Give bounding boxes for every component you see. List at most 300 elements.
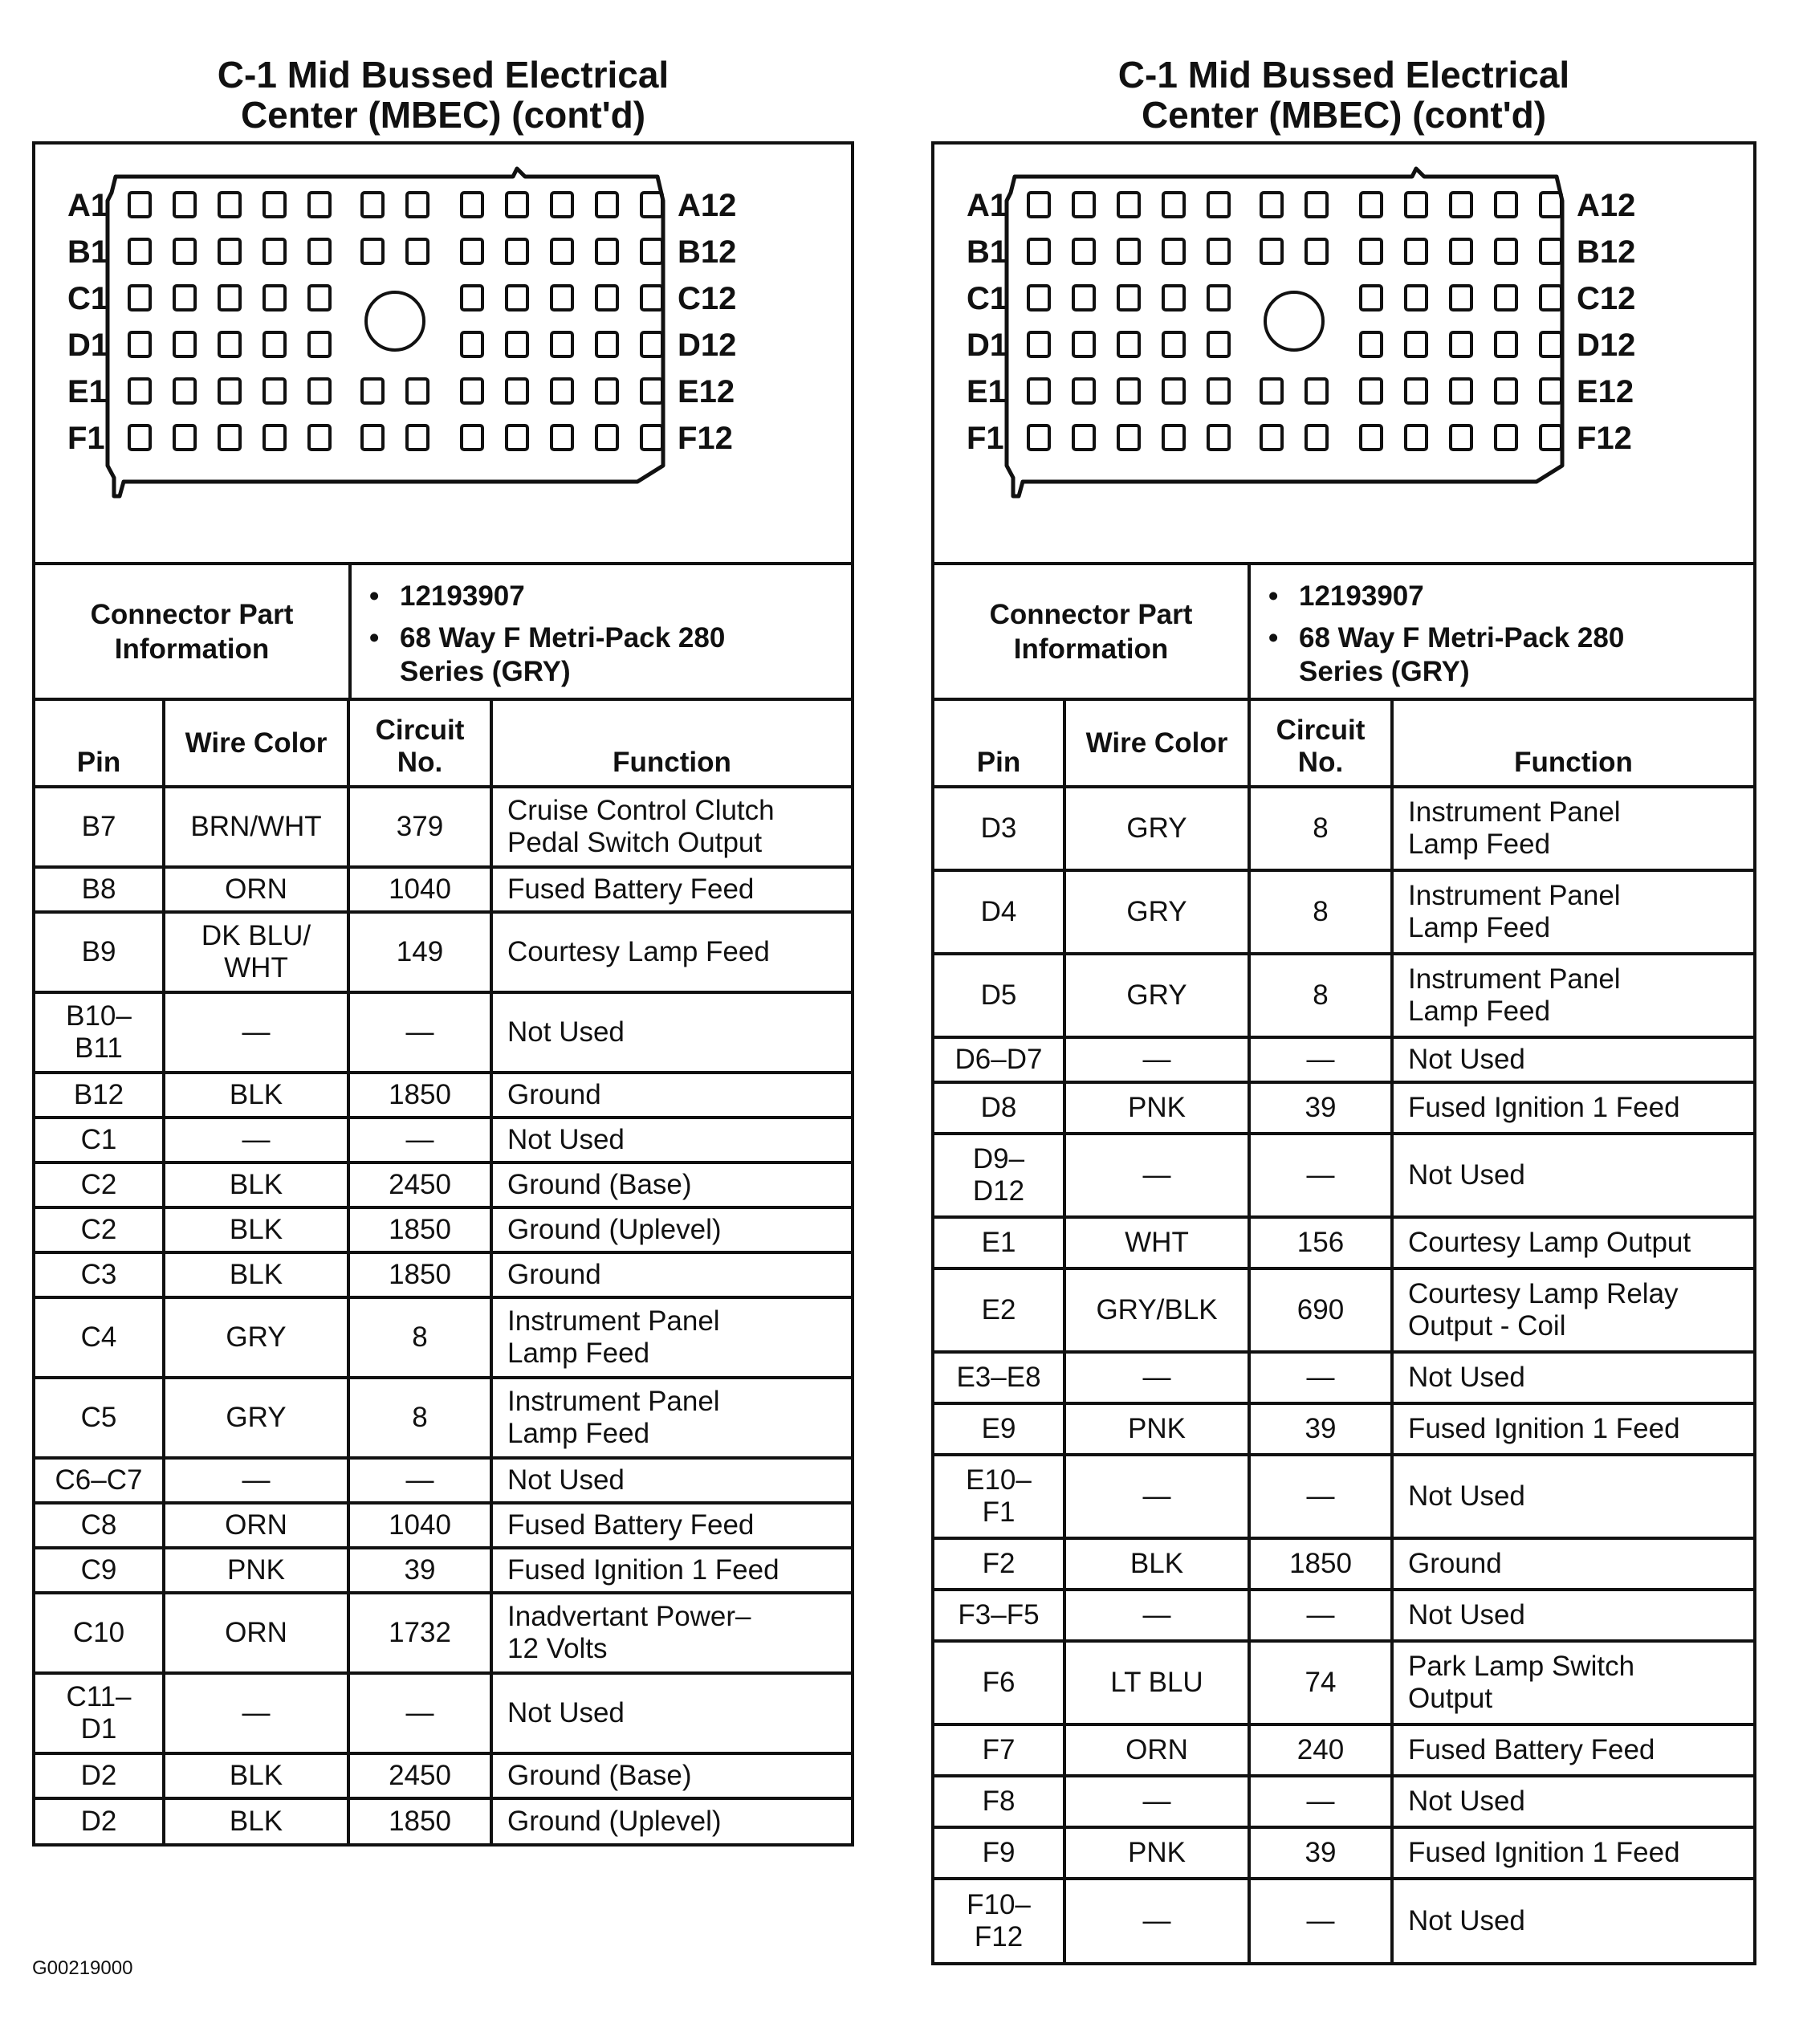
pin-cell: C3 (35, 1252, 164, 1297)
connector-part-values (1251, 565, 1753, 698)
pin-cavity (1028, 379, 1049, 403)
table-row (934, 1724, 1753, 1776)
row-label-right: C12 (1577, 281, 1636, 316)
circuit-cell: 2450 (348, 1753, 491, 1798)
pin-cavity (264, 379, 285, 403)
pin-cavity (1208, 193, 1229, 217)
connector-part-info (35, 565, 851, 701)
function-cell: Not Used (1392, 1037, 1753, 1082)
pin-cavity (462, 379, 482, 403)
row-label-right: F12 (678, 421, 733, 456)
pin-cavity (596, 379, 617, 403)
pin-cavity (1451, 332, 1471, 356)
wire-color-cell: — (1064, 1590, 1249, 1641)
pin-cavity (507, 425, 527, 450)
circuit-cell: — (1249, 1455, 1392, 1538)
wire-color-cell: ORN (164, 1593, 348, 1673)
function-cell: Fused Ignition 1 Feed (491, 1548, 851, 1593)
pin-cavity (596, 193, 617, 217)
pin-cavity (641, 193, 662, 217)
pin-cavity (462, 239, 482, 263)
circuit-cell: 156 (1249, 1217, 1392, 1268)
wire-color-cell: — (1064, 1776, 1249, 1827)
pin-cavity (462, 332, 482, 356)
pin-cavity (362, 379, 383, 403)
circuit-cell: 1850 (348, 1252, 491, 1297)
row-label-left: B1 (967, 234, 1008, 270)
pin-cavity (462, 425, 482, 450)
pin-cavity (1496, 193, 1516, 217)
pin-cavity (174, 239, 195, 263)
table-row (35, 1297, 851, 1378)
pin-cavity (174, 379, 195, 403)
pin-cavity (1361, 239, 1382, 263)
circuit-cell: 690 (1249, 1268, 1392, 1352)
connector-diagram (934, 145, 1753, 565)
pin-cavity (641, 286, 662, 310)
pin-cavity (174, 286, 195, 310)
pin-cell: C8 (35, 1503, 164, 1548)
wire-color-cell: LT BLU (1064, 1641, 1249, 1724)
circuit-cell: 1850 (348, 1073, 491, 1118)
pin-cell: F10– F12 (934, 1879, 1064, 1962)
pin-cavity (462, 193, 482, 217)
pin-cavity (1451, 239, 1471, 263)
circuit-cell: — (348, 1673, 491, 1753)
row-label-left: A1 (67, 188, 109, 223)
pin-cell: F6 (934, 1641, 1064, 1724)
pin-cavity (1496, 332, 1516, 356)
pin-cell: E1 (934, 1217, 1064, 1268)
header-wire-color: Wire Color (164, 701, 348, 787)
pin-cell: C6–C7 (35, 1458, 164, 1503)
circuit-cell: 39 (1249, 1403, 1392, 1455)
wire-color-cell: ORN (1064, 1724, 1249, 1776)
pin-cavity (552, 286, 572, 310)
circuit-cell: 1040 (348, 867, 491, 912)
circuit-cell: 1850 (1249, 1538, 1392, 1590)
pin-cavity (1451, 379, 1471, 403)
pin-cell: D2 (35, 1798, 164, 1843)
table-header-row (35, 701, 851, 787)
pin-cavity (552, 332, 572, 356)
function-cell: Ground (491, 1073, 851, 1118)
row-label-right: D12 (678, 328, 737, 363)
pin-cavity (1073, 332, 1094, 356)
pin-cavity (596, 332, 617, 356)
header-wire-color: Wire Color (1064, 701, 1249, 787)
circuit-cell: 8 (1249, 787, 1392, 870)
wire-color-cell: GRY (164, 1378, 348, 1458)
pin-cavity (1163, 332, 1184, 356)
circuit-cell: 8 (1249, 954, 1392, 1037)
pin-cavity (1451, 193, 1471, 217)
pin-cavity (1361, 332, 1382, 356)
function-cell: Fused Battery Feed (491, 867, 851, 912)
pinout-table (934, 701, 1753, 1962)
row-label-right: E12 (678, 374, 735, 409)
table-row (35, 1073, 851, 1118)
table-row (35, 1503, 851, 1548)
circuit-cell: 39 (1249, 1827, 1392, 1879)
function-cell: Instrument Panel Lamp Feed (1392, 954, 1753, 1037)
wire-color-cell: — (164, 1673, 348, 1753)
pin-cavity (1406, 425, 1427, 450)
function-cell: Not Used (1392, 1455, 1753, 1538)
wire-color-cell: BLK (164, 1798, 348, 1843)
table-row (934, 1641, 1753, 1724)
row-label-left: E1 (67, 374, 107, 409)
pin-cavity (219, 193, 240, 217)
pin-cell: D3 (934, 787, 1064, 870)
pin-cell: C2 (35, 1207, 164, 1252)
table-body (934, 787, 1753, 1962)
pin-cavity (362, 193, 383, 217)
circuit-cell: 39 (1249, 1082, 1392, 1134)
circuit-cell: — (348, 1118, 491, 1162)
circuit-cell: — (1249, 1590, 1392, 1641)
pin-cavity (1118, 239, 1139, 263)
pin-cavity (174, 332, 195, 356)
function-cell: Ground (Base) (491, 1753, 851, 1798)
wire-color-cell: DK BLU/ WHT (164, 912, 348, 992)
pin-cavity (1451, 286, 1471, 310)
row-label-right: E12 (1577, 374, 1634, 409)
table-row (934, 1879, 1753, 1962)
pin-cavity (1208, 239, 1229, 263)
pin-cavity (174, 193, 195, 217)
row-label-right: C12 (678, 281, 737, 316)
row-label-right: B12 (678, 234, 737, 270)
connector-box (32, 141, 854, 1847)
table-row (35, 1593, 851, 1673)
function-cell: Fused Ignition 1 Feed (1392, 1827, 1753, 1879)
keying-hole (1265, 292, 1323, 350)
pin-cavity (1163, 239, 1184, 263)
pin-cavity (641, 379, 662, 403)
pin-cavity (1406, 286, 1427, 310)
pin-cell: C9 (35, 1548, 164, 1593)
row-label-right: A12 (1577, 188, 1636, 223)
pin-cavity (507, 239, 527, 263)
table-row (934, 1776, 1753, 1827)
pin-cavity (1118, 425, 1139, 450)
row-label-left: C1 (67, 281, 109, 316)
pin-cavity (407, 193, 428, 217)
function-cell: Not Used (1392, 1879, 1753, 1962)
pin-cavity (129, 286, 150, 310)
table-row (934, 1403, 1753, 1455)
circuit-cell: 8 (348, 1297, 491, 1378)
table-row (35, 1378, 851, 1458)
function-cell: Not Used (491, 992, 851, 1073)
pin-cavity (641, 239, 662, 263)
pin-cavity (1406, 239, 1427, 263)
table-row (35, 992, 851, 1073)
table-row (934, 954, 1753, 1037)
pin-cavity (1163, 379, 1184, 403)
pin-cavity (264, 425, 285, 450)
wire-color-cell: — (164, 992, 348, 1073)
pin-cavity (129, 425, 150, 450)
pin-cavity (1208, 379, 1229, 403)
wire-color-cell: BLK (164, 1073, 348, 1118)
wire-color-cell: — (1064, 1134, 1249, 1217)
pin-cavity (462, 286, 482, 310)
function-cell: Fused Ignition 1 Feed (1392, 1403, 1753, 1455)
pin-cell: B9 (35, 912, 164, 992)
pin-cell: B8 (35, 867, 164, 912)
connector-part-label: Connector Part Information (35, 565, 352, 698)
table-row (35, 867, 851, 912)
pin-cavity (1028, 332, 1049, 356)
circuit-cell: — (1249, 1776, 1392, 1827)
row-label-left: A1 (967, 188, 1008, 223)
pin-cavity (309, 379, 330, 403)
pin-cell: D5 (934, 954, 1064, 1037)
table-row (35, 1753, 851, 1798)
pin-cell: D6–D7 (934, 1037, 1064, 1082)
function-cell: Ground (Uplevel) (491, 1207, 851, 1252)
pin-cell: F8 (934, 1776, 1064, 1827)
table-body (35, 787, 851, 1843)
circuit-cell: 1040 (348, 1503, 491, 1548)
part-description: • 68 Way F Metri-Pack 280 Series (GRY) (400, 621, 851, 689)
row-label-right: F12 (1577, 421, 1632, 456)
pin-cavity (1261, 193, 1282, 217)
function-cell: Not Used (491, 1118, 851, 1162)
pin-cavity (1496, 379, 1516, 403)
pinout-table (35, 701, 851, 1843)
pin-cavity (1208, 286, 1229, 310)
pin-cavity (1118, 379, 1139, 403)
pin-cavity (264, 286, 285, 310)
connector-part-values (352, 565, 851, 698)
connector-box (931, 141, 1756, 1965)
table-row (934, 787, 1753, 870)
part-number: • 12193907 (1299, 580, 1753, 613)
pin-cavity (1361, 193, 1382, 217)
pin-cavity (1306, 425, 1327, 450)
pin-cavity (407, 425, 428, 450)
pin-cavity (1073, 193, 1094, 217)
panel-title: C-1 Mid Bussed Electrical Center (MBEC) (cont'd) (1117, 54, 1570, 136)
circuit-cell: 8 (1249, 870, 1392, 954)
pin-cavity (1361, 425, 1382, 450)
pin-cell: D4 (934, 870, 1064, 954)
pin-cell: E9 (934, 1403, 1064, 1455)
header-function: Function (491, 701, 851, 787)
table-row (35, 1252, 851, 1297)
table-row (934, 1827, 1753, 1879)
circuit-cell: 2450 (348, 1162, 491, 1207)
circuit-cell: 39 (348, 1548, 491, 1593)
connector-part-label: Connector Part Information (934, 565, 1251, 698)
pin-cell: B7 (35, 787, 164, 867)
pin-cell: E2 (934, 1268, 1064, 1352)
wire-color-cell: WHT (1064, 1217, 1249, 1268)
table-row (934, 1268, 1753, 1352)
function-cell: Fused Battery Feed (491, 1503, 851, 1548)
function-cell: Courtesy Lamp Relay Output - Coil (1392, 1268, 1753, 1352)
table-row (934, 1352, 1753, 1403)
circuit-cell: — (1249, 1352, 1392, 1403)
header-circuit: Circuit No. (348, 701, 491, 787)
row-label-left: D1 (967, 328, 1008, 363)
table-row (934, 1082, 1753, 1134)
table-row (934, 1134, 1753, 1217)
pin-cavity (1451, 425, 1471, 450)
function-cell: Not Used (1392, 1134, 1753, 1217)
pin-cell: E10– F1 (934, 1455, 1064, 1538)
pin-cell: F9 (934, 1827, 1064, 1879)
pin-cavity (596, 286, 617, 310)
pin-cell: E3–E8 (934, 1352, 1064, 1403)
pin-cavity (219, 286, 240, 310)
circuit-cell: — (1249, 1134, 1392, 1217)
pin-cell: B10– B11 (35, 992, 164, 1073)
pin-cavity (1361, 286, 1382, 310)
connector-part-info (934, 565, 1753, 701)
pin-cavity (362, 239, 383, 263)
pin-cavity (1496, 425, 1516, 450)
table-row (35, 1673, 851, 1753)
part-number: • 12193907 (400, 580, 851, 613)
function-cell: Instrument Panel Lamp Feed (491, 1378, 851, 1458)
wire-color-cell: PNK (164, 1548, 348, 1593)
pin-cavity (309, 425, 330, 450)
function-cell: Courtesy Lamp Output (1392, 1217, 1753, 1268)
function-cell: Not Used (491, 1673, 851, 1753)
pin-cavity (309, 332, 330, 356)
pin-cavity (1163, 286, 1184, 310)
wire-color-cell: BLK (1064, 1538, 1249, 1590)
wire-color-cell: BLK (164, 1753, 348, 1798)
pin-cell: F7 (934, 1724, 1064, 1776)
pin-cavity (1261, 239, 1282, 263)
pin-cavity (1163, 193, 1184, 217)
pin-cavity (1541, 193, 1561, 217)
pin-cell: C5 (35, 1378, 164, 1458)
function-cell: Not Used (1392, 1776, 1753, 1827)
pin-cavity (1118, 193, 1139, 217)
wire-color-cell: — (164, 1118, 348, 1162)
pin-cell: D8 (934, 1082, 1064, 1134)
circuit-cell: 1850 (348, 1207, 491, 1252)
pin-cavity (264, 332, 285, 356)
wire-color-cell: BLK (164, 1252, 348, 1297)
wire-color-cell: GRY (1064, 787, 1249, 870)
row-label-left: D1 (67, 328, 109, 363)
pin-cavity (1073, 239, 1094, 263)
pin-cavity (1261, 379, 1282, 403)
pin-cavity (264, 239, 285, 263)
table-row (35, 1162, 851, 1207)
pin-cavity (1541, 286, 1561, 310)
pin-cavity (174, 425, 195, 450)
circuit-cell: 149 (348, 912, 491, 992)
table-row (35, 1207, 851, 1252)
wire-color-cell: BLK (164, 1207, 348, 1252)
pin-cavity (219, 239, 240, 263)
pin-cavity (552, 379, 572, 403)
table-row (35, 1458, 851, 1503)
row-label-left: C1 (967, 281, 1008, 316)
row-label-right: B12 (1577, 234, 1636, 270)
pin-cavity (309, 286, 330, 310)
function-cell: Instrument Panel Lamp Feed (1392, 787, 1753, 870)
pin-cavity (1163, 425, 1184, 450)
pin-cavity (1028, 286, 1049, 310)
pin-cavity (1261, 425, 1282, 450)
function-cell: Not Used (1392, 1590, 1753, 1641)
wire-color-cell: — (1064, 1352, 1249, 1403)
circuit-cell: 1850 (348, 1798, 491, 1843)
wire-color-cell: GRY/BLK (1064, 1268, 1249, 1352)
table-row (35, 1798, 851, 1843)
function-cell: Not Used (491, 1458, 851, 1503)
pin-cavity (1361, 379, 1382, 403)
pin-cavity (1496, 239, 1516, 263)
pin-cavity (507, 332, 527, 356)
table-row (35, 1118, 851, 1162)
pin-cavity (1541, 379, 1561, 403)
pin-cavity (1208, 425, 1229, 450)
wire-color-cell: GRY (1064, 954, 1249, 1037)
connector-face-svg (35, 145, 851, 559)
pin-cavity (507, 193, 527, 217)
pin-cavity (219, 425, 240, 450)
pin-cell: D9– D12 (934, 1134, 1064, 1217)
wire-color-cell: — (1064, 1037, 1249, 1082)
row-label-left: F1 (67, 421, 105, 456)
function-cell: Instrument Panel Lamp Feed (491, 1297, 851, 1378)
pin-cell: B12 (35, 1073, 164, 1118)
circuit-cell: — (348, 1458, 491, 1503)
table-row (934, 1590, 1753, 1641)
pin-cavity (1306, 193, 1327, 217)
pin-cavity (129, 332, 150, 356)
pin-cavity (552, 193, 572, 217)
header-pin: Pin (35, 701, 164, 787)
function-cell: Ground (1392, 1538, 1753, 1590)
pin-cavity (1073, 379, 1094, 403)
part-description: • 68 Way F Metri-Pack 280 Series (GRY) (1299, 621, 1753, 689)
wire-color-cell: BRN/WHT (164, 787, 348, 867)
pin-cavity (1028, 425, 1049, 450)
pin-cavity (407, 379, 428, 403)
pin-cavity (1118, 286, 1139, 310)
pin-cavity (1028, 193, 1049, 217)
pin-cavity (129, 239, 150, 263)
pin-cavity (1073, 425, 1094, 450)
pin-cavity (1208, 332, 1229, 356)
wire-color-cell: — (1064, 1879, 1249, 1962)
pin-cavity (407, 239, 428, 263)
header-pin: Pin (934, 701, 1064, 787)
pin-cavity (596, 425, 617, 450)
wire-color-cell: GRY (1064, 870, 1249, 954)
table-row (934, 1538, 1753, 1590)
pin-cell: C10 (35, 1593, 164, 1673)
table-row (934, 870, 1753, 954)
wire-color-cell: — (164, 1458, 348, 1503)
pin-cavity (552, 425, 572, 450)
table-row (35, 1548, 851, 1593)
table-row (934, 1455, 1753, 1538)
pin-cavity (1306, 239, 1327, 263)
pin-cavity (1541, 332, 1561, 356)
